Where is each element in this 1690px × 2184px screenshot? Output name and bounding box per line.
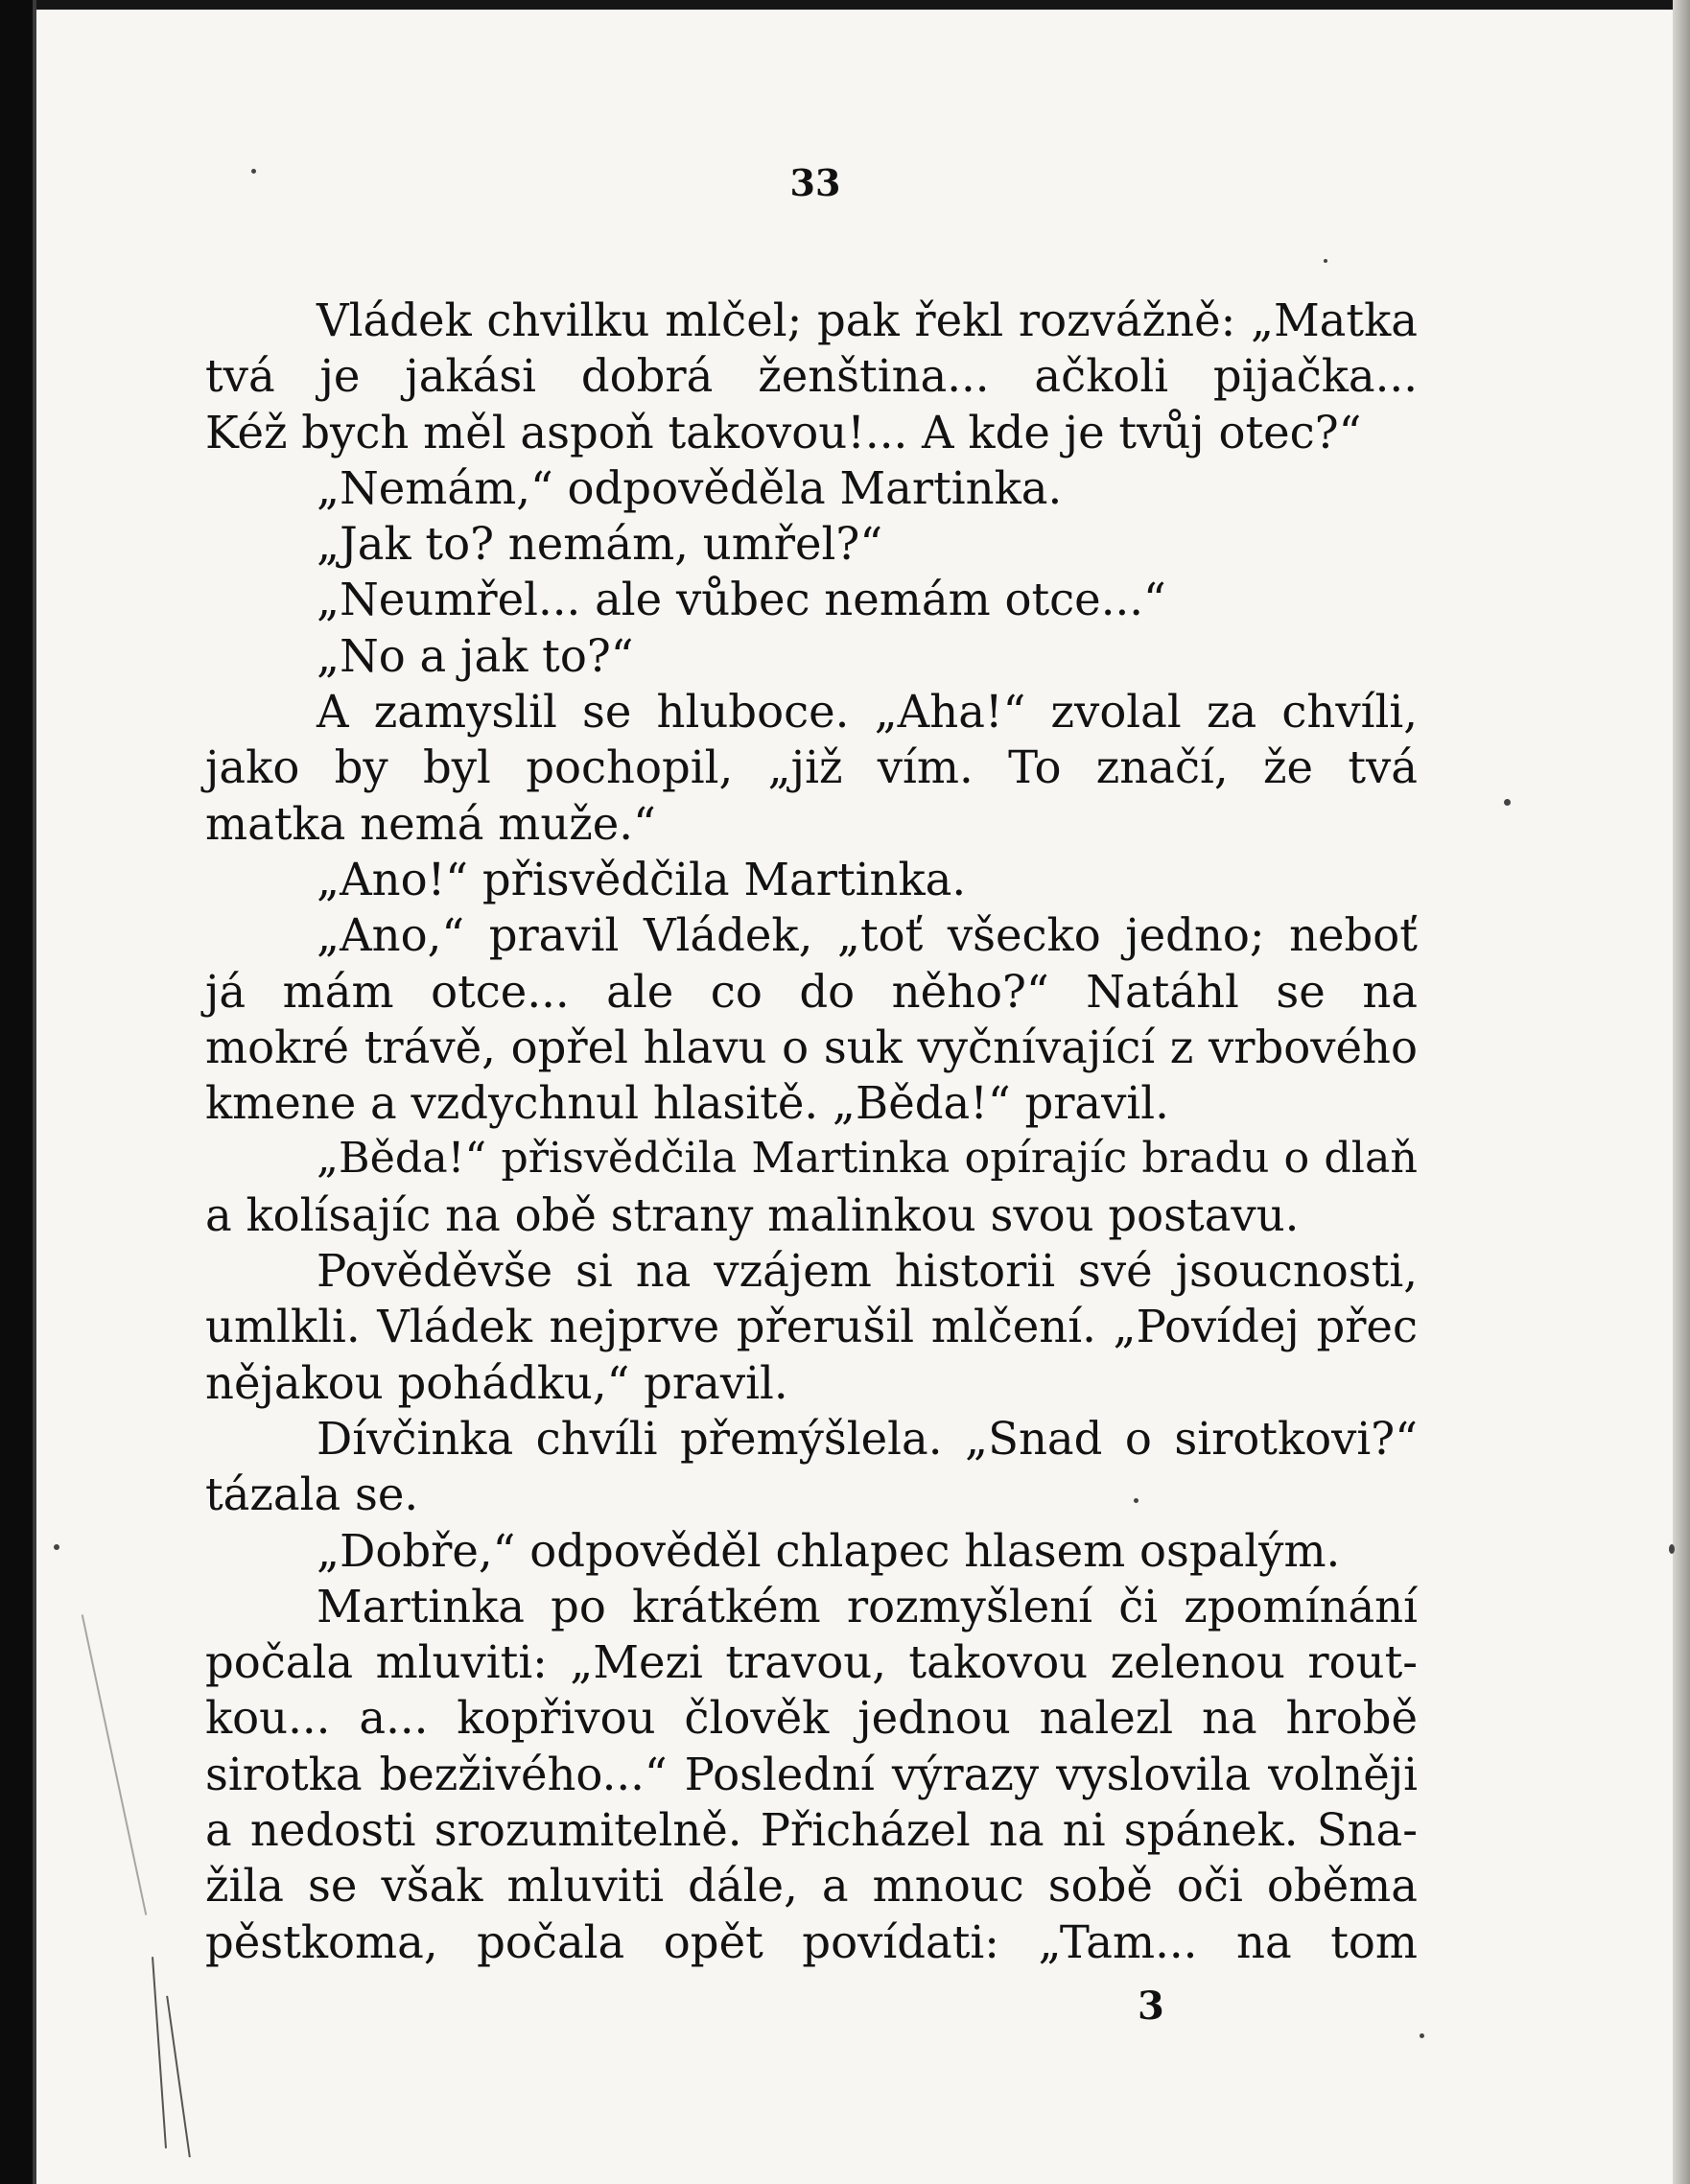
dust-speck [1504, 799, 1511, 806]
text-line: „Nemám,“ odpověděla Martinka. [317, 461, 1063, 514]
text-line: Martinka po krátkém rozmyšlení či zpomínání [317, 1580, 1418, 1632]
text-line: Pověděvše si na vzájem historii své jsoucnosti, [317, 1245, 1418, 1298]
body-text [205, 293, 1418, 1970]
text-line: já mám otce... ale co do něho?“ Natáhl se na [205, 965, 1418, 1018]
text-line: počala mluviti: „Mezi travou, takovou zelenou rout- [205, 1636, 1418, 1689]
text-line: „Dobře,“ odpověděl chlapec hlasem ospalým. [317, 1524, 1341, 1577]
text-line: „Jak to? nemám, umřel?“ [317, 518, 883, 571]
text-line: Kéž bych měl aspoň takovou!... A kde je tvůj otec?“ [205, 406, 1362, 458]
text-line: a kolísajíc na obě strany malinkou svou postavu. [205, 1188, 1300, 1241]
binding-shadow [33, 0, 36, 2184]
scan-scratch [152, 1957, 167, 2149]
scan-top-border [0, 0, 1690, 10]
dust-speck [1669, 1544, 1675, 1554]
text-line: matka nemá muže.“ [205, 797, 656, 850]
text-line: pěstkoma, počala opět povídati: „Tam... na tom [205, 1915, 1418, 1968]
text-line: tázala se. [205, 1468, 419, 1521]
scan-left-border [0, 0, 33, 2184]
dust-speck [1324, 259, 1327, 263]
text-line: umlkli. Vládek nejprve přerušil mlčení. „Povídej přec [205, 1301, 1418, 1353]
scan-right-border [1673, 0, 1690, 2184]
text-line: sirotka bezživého...“ Poslední výrazy vyslovila volněji [205, 1748, 1418, 1800]
text-line: žila se však mluviti dále, a mnouc sobě oči oběma [205, 1860, 1418, 1913]
text-line: „No a jak to?“ [317, 629, 634, 682]
signature-mark: 3 [1138, 1984, 1164, 2029]
dust-speck [54, 1544, 59, 1550]
text-line: „Ano!“ přisvědčila Martinka. [317, 853, 967, 905]
text-line: a nedosti srozumitelně. Přicházel na ni spánek. Sna- [205, 1804, 1418, 1857]
text-line: tvá je jakási dobrá ženština... ačkoli pijačka... [205, 350, 1418, 403]
dust-speck [1420, 2033, 1424, 2038]
text-line: „Ano,“ pravil Vládek, „toť všecko jedno; neboť [317, 909, 1418, 962]
text-line: kmene a vzdychnul hlasitě. „Běda!“ pravil. [205, 1077, 1169, 1130]
text-line: Vládek chvilku mlčel; pak řekl rozvážně: „Matka [317, 294, 1418, 346]
text-line: nějakou pohádku,“ pravil. [205, 1356, 788, 1409]
text-line: „Neumřel... ale vůbec nemám otce...“ [317, 574, 1166, 626]
text-line: Dívčinka chvíli přemýšlela. „Snad o sirotkovi?“ [317, 1412, 1418, 1465]
page-number: 33 [789, 161, 841, 204]
scan-scratch [82, 1614, 147, 1914]
text-line: kou... a... kopřivou člověk jednou nalezl na hrobě [205, 1692, 1418, 1745]
text-line: „Běda!“ přisvědčila Martinka opírajíc bradu o dlaň [317, 1134, 1418, 1184]
text-line: mokré trávě, opřel hlavu o suk vyčnívající z vrbového [205, 1021, 1418, 1073]
text-line: A zamyslil se hluboce. „Aha!“ zvolal za chvíli, [317, 686, 1418, 739]
scan-scratch [166, 1996, 191, 2158]
text-line: jako by byl pochopil, „již vím. To značí, že tvá [205, 741, 1418, 794]
